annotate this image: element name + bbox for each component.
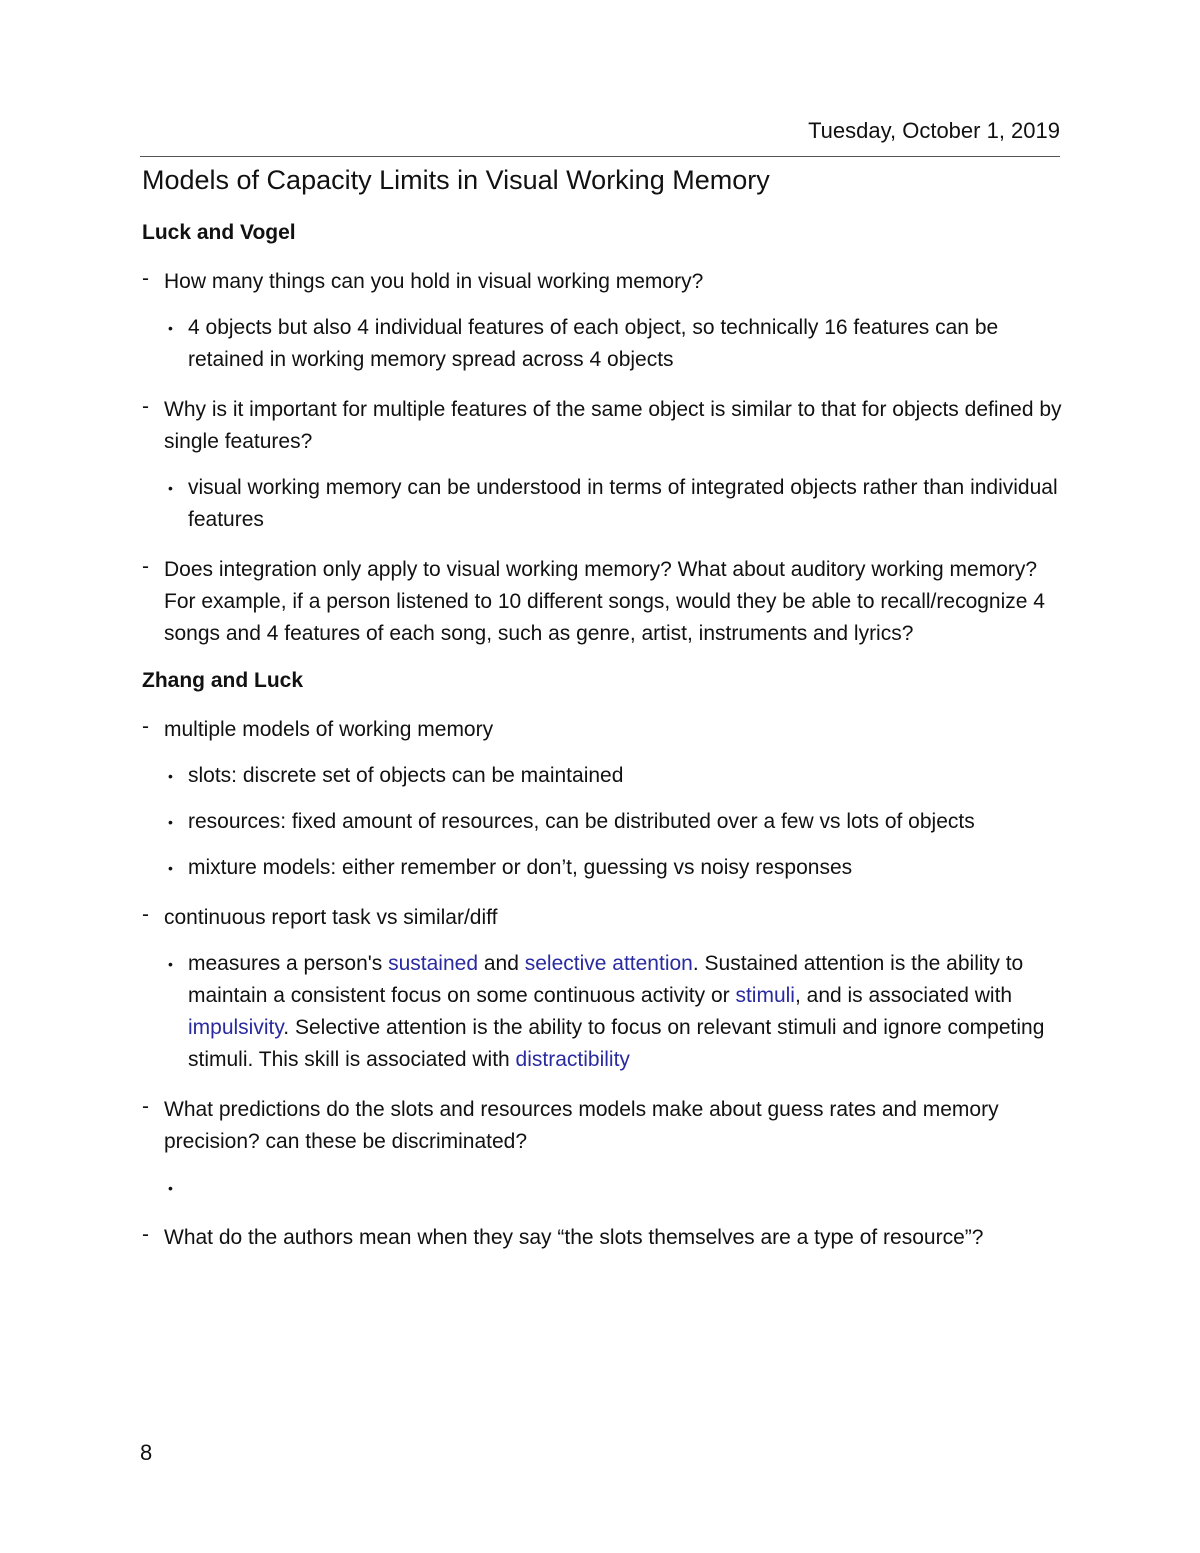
question-item: - continuous report task vs similar/diff bbox=[142, 902, 1062, 934]
question-item: - How many things can you hold in visual working memory? bbox=[142, 266, 1062, 298]
answer-text-segment: and bbox=[478, 952, 525, 975]
answer-text-segment: measures a person's bbox=[188, 952, 389, 975]
empty-answer-item bbox=[168, 1172, 1062, 1204]
link-stimuli[interactable]: stimuli bbox=[735, 984, 795, 1007]
bullet-icon: • bbox=[168, 320, 173, 336]
link-distractibility[interactable]: distractibility bbox=[515, 1048, 630, 1071]
bullet-icon: • bbox=[168, 1180, 173, 1196]
page-number: 8 bbox=[140, 1440, 153, 1465]
answer-text: 4 objects but also 4 individual features of each object, so technically 16 features can be retained in working memory spread across 4 objects bbox=[188, 316, 999, 371]
link-impulsivity[interactable]: impulsivity bbox=[188, 1016, 284, 1039]
link-selective-attention[interactable]: selective attention bbox=[524, 952, 693, 975]
answer-item bbox=[168, 806, 1062, 838]
answer-item bbox=[168, 852, 1062, 884]
section-heading-zhang-luck: Zhang and Luck bbox=[142, 669, 304, 692]
question-item: - What do the authors mean when they say “the slots themselves are a type of resource”? bbox=[142, 1222, 1062, 1254]
question-item: - What predictions do the slots and resources models make about guess rates and memory precision? can these be discriminated? bbox=[142, 1094, 1062, 1158]
bullet-icon: • bbox=[168, 768, 173, 784]
section-heading-luck-vogel: Luck and Vogel bbox=[142, 221, 296, 244]
answer-item bbox=[168, 312, 1062, 376]
question-item: - Why is it important for multiple features of the same object is similar to that for objects defined by single features? bbox=[142, 394, 1062, 458]
answer-item bbox=[168, 948, 1062, 1076]
notes-body bbox=[142, 162, 1062, 1254]
header-rule bbox=[140, 156, 1060, 157]
page-title: Models of Capacity Limits in Visual Working Memory bbox=[142, 165, 770, 195]
answer-text: mixture models: either remember or don’t, guessing vs noisy responses bbox=[188, 856, 853, 879]
question-item: - Does integration only apply to visual working memory? What about auditory working memory? For example, if a person listened to 10 different songs, would they be able to recall/recognize 4 songs and 4 features of each song, such as genre, artist, instruments and lyrics? bbox=[142, 554, 1062, 650]
answer-text: visual working memory can be understood in terms of integrated objects rather than individual features bbox=[188, 476, 1058, 531]
bullet-icon: • bbox=[168, 480, 173, 496]
answer-text-segment: . Selective attention is the ability to focus on relevant stimuli and ignore competing stimuli. This skill is associated with bbox=[188, 1016, 1045, 1071]
answer-text-segment: . Sustained attention is the ability to maintain a consistent focus on some continuous activity or bbox=[188, 952, 1024, 1007]
question-item: - multiple models of working memory bbox=[142, 714, 1062, 746]
bullet-icon: • bbox=[168, 860, 173, 876]
answer-text: resources: fixed amount of resources, can be distributed over a few vs lots of objects bbox=[188, 810, 975, 833]
page-date: Tuesday, October 1, 2019 bbox=[808, 118, 1060, 143]
answer-text: slots: discrete set of objects can be maintained bbox=[188, 764, 624, 787]
answer-item bbox=[168, 760, 1062, 792]
answer-text-segment: , and is associated with bbox=[794, 984, 1013, 1007]
bullet-icon: • bbox=[168, 956, 173, 972]
answer-item bbox=[168, 472, 1062, 536]
link-sustained[interactable]: sustained bbox=[388, 952, 479, 975]
bullet-icon: • bbox=[168, 814, 173, 830]
